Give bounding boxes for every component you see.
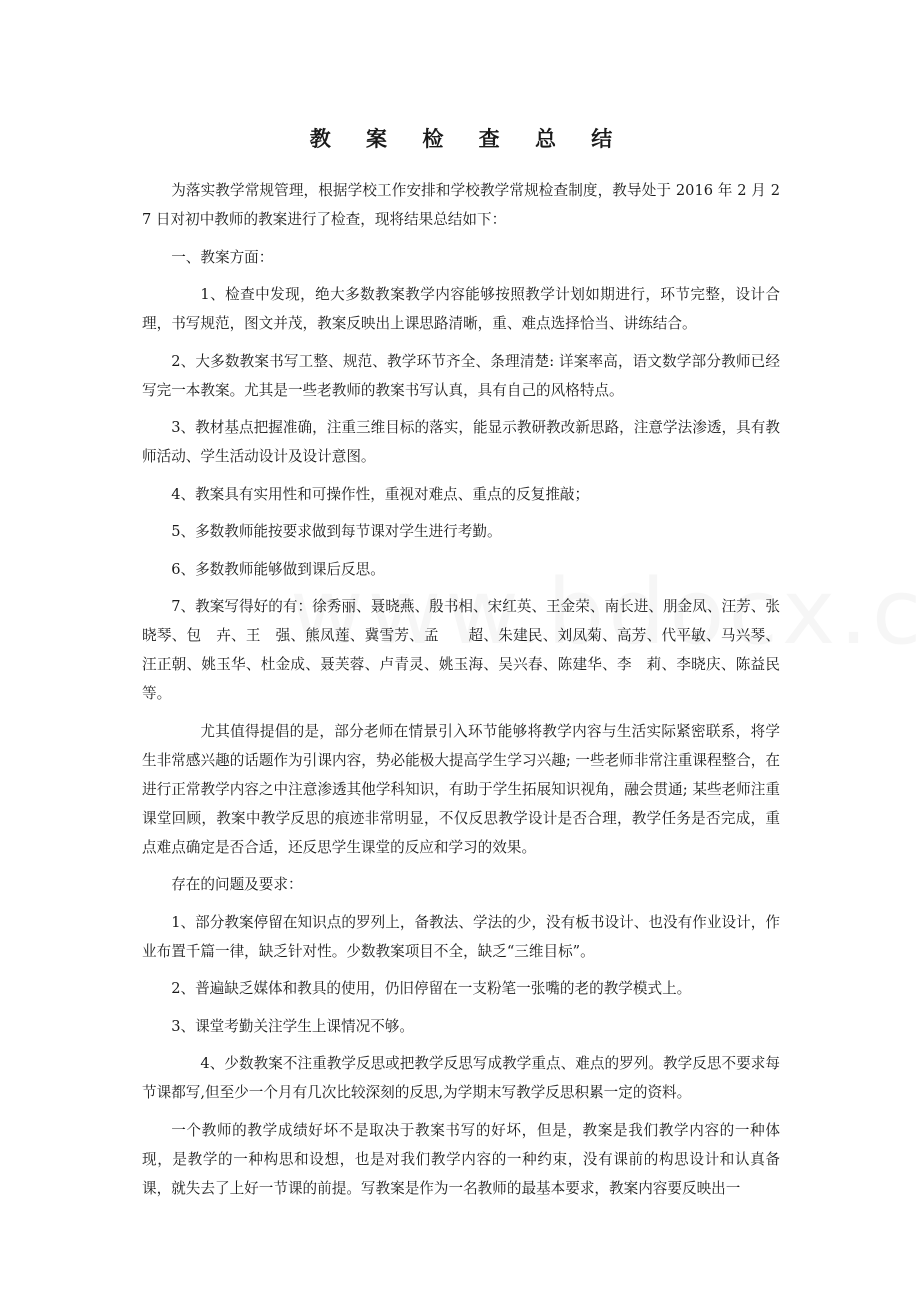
list-item: 1、检查中发现，绝大多数教案教学内容能够按照教学计划如期进行，环节完整，设计合理，书写规范，图文并茂，教案反映出上课思路清晰，重、难点选择恰当、讲练结合。 xyxy=(142,286,780,332)
list-item: 2、大多数教案书写工整、规范、教学环节齐全、条理清楚: 详案率高，语文数学部分教师已经写完一本教案。尤其是一些老教师的教案书写认真，具有自己的风格特点。 xyxy=(142,352,780,399)
list-item: 3、教材基点把握准确，注重三维目标的落实，能显示教研教改新思路，注意学法渗透，具有教师活动、学生活动设计及设计意图。 xyxy=(142,419,780,465)
problem-item: 1、部分教案停留在知识点的罗列上，备教法、学法的少，没有板书设计、也没有作业设计，作业布置千篇一律，缺乏针对性。少数教案项目不全，缺乏“三维目标”。 xyxy=(142,913,780,960)
problem-item: 4、少数教案不注重教学反思或把教学反思写成教学重点、难点的罗列。教学反思不要求每节课都写,但至少一个月有几次比较深刻的反思,为学期末写教学反思积累一定的资料。 xyxy=(142,1055,780,1101)
problem-item: 3、课堂考勤关注学生上课情况不够。 xyxy=(171,1017,414,1035)
highlight-paragraph: 尤其值得提倡的是，部分老师在情景引入环节能够将教学内容与生活实际紧密联系，将学生非常感兴趣的话题作为引课内容，势必能极大提高学生学习兴趣; 一些老师非常注重课程整合，在进行正常教学内容之中注意渗透其他学科知识，有助于学生拓展知识视角，融会贯通; 某些老师注重课堂回顾，教案中教学反思的痕迹非常明显，不仅反思教学设计是否合理，教学任务是否完成，重点难点确定是否合适，还反思学生课堂的反应和学习的效果。 xyxy=(142,722,780,856)
section-heading-problems: 存在的问题及要求： xyxy=(171,876,303,893)
closing-paragraph: 一个教师的教学成绩好坏不是取决于教案书写的好坏，但是，教案是我们教学内容的一种体现，是教学的一种构思和设想，也是对我们教学内容的一种约束，没有课前的构思设计和认真备课，就失去了上好一节课的前提。写教案是作为一名教师的最基本要求，教案内容要反映出一 xyxy=(142,1121,780,1197)
problem-item: 2、普遍缺乏媒体和教具的使用，仍旧停留在一支粉笔一张嘴的老的教学模式上。 xyxy=(171,980,692,997)
document-title: 教 案 检 查 总 结 xyxy=(309,127,627,151)
section-heading-lesson-plans: 一、教案方面： xyxy=(171,248,274,266)
intro-paragraph: 为落实教学常规管理，根据学校工作安排和学校教学常规检查制度，教导处于 2016 年 2 月 27 日对初中教师的教案进行了检查，现将结果总结如下： xyxy=(142,182,780,228)
list-item: 7、教案写得好的有：徐秀丽、聂晓燕、殷书相、宋红英、王金荣、南长进、朋金凤、汪芳、张晓琴、包 卉、王 强、熊凤莲、冀雪芳、孟 超、朱建民、刘凤菊、高芳、代平敏、马兴琴、汪正朝、姚玉华、杜金成、聂芙蓉、卢青灵、姚玉海、吴兴春、陈建华、李 莉、李晓庆、陈益民等。 xyxy=(142,598,780,702)
list-item: 6、多数教师能够做到课后反思。 xyxy=(171,560,385,578)
list-item: 5、多数教师能按要求做到每节课对学生进行考勤。 xyxy=(171,523,502,540)
list-item: 4、教案具有实用性和可操作性，重视对难点、重点的反复推敲； xyxy=(171,485,590,503)
